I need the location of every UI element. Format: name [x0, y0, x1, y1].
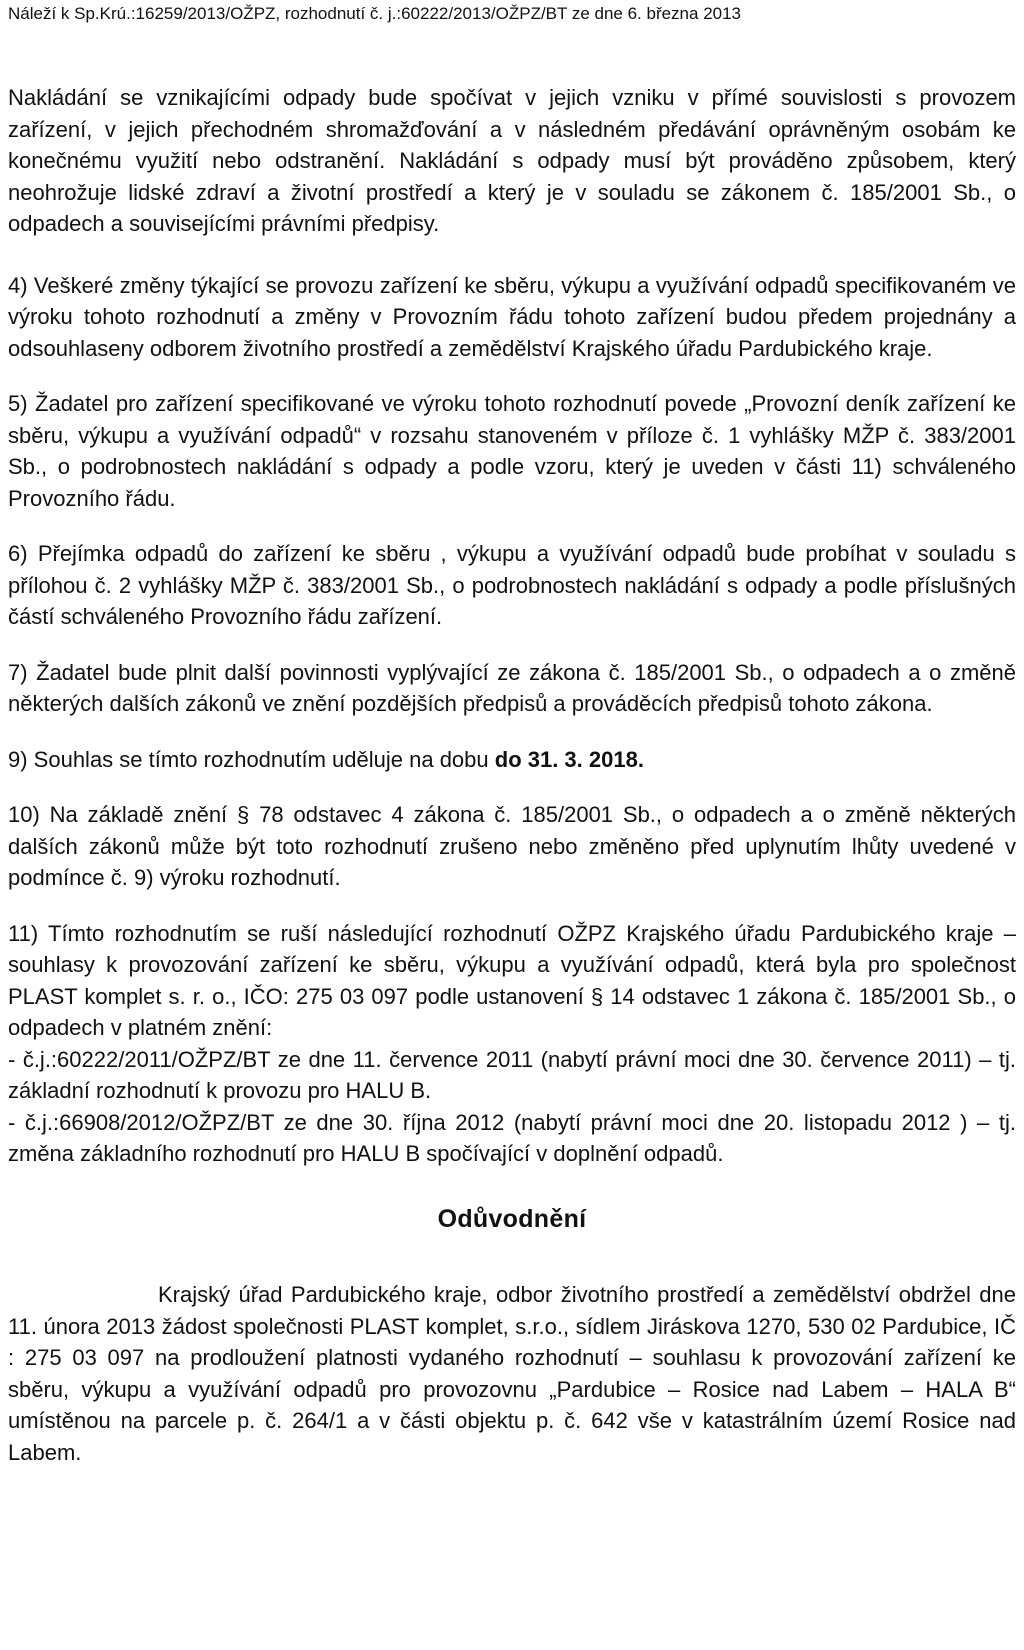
condition-9-text: 9) Souhlas se tímto rozhodnutím uděluje na dobu [8, 746, 495, 772]
document-reference-header: Náleží k Sp.Krú.:16259/2013/OŽPZ, rozhodnutí č. j.:60222/2013/OŽPZ/BT ze dne 6. března 2013 [8, 4, 742, 23]
condition-9 [8, 744, 1016, 776]
condition-5: 5) Žadatel pro zařízení specifikované ve výroku tohoto rozhodnutí povede „Provozní deník zařízení ke sběru, výkupu a využívání odpadů“ v rozsahu stanoveném v příloze č. 1 vyhlášky MŽP č. 383/2001 Sb., o podrobnostech nakládání s odpady a podle vzoru, který je uveden v části 11) schváleného Provozního řádu. [8, 391, 1016, 511]
paragraph-waste-handling: Nakládání se vznikajícími odpady bude spočívat v jejich vzniku v přímé souvislosti s provozem zařízení, v jejich přechodném shromažďování a v následném předávání oprávněným osobám ke konečnému využití nebo odstranění. Nakládání s odpady musí být prováděno způsobem, který neohrožuje lidské zdraví a životní prostředí a který je v souladu se zákonem č. 185/2001 Sb., o odpadech a souvisejícími právními předpisy. [8, 85, 1016, 236]
document-body [8, 82, 1016, 1468]
condition-10: 10) Na základě znění § 78 odstavec 4 zákona č. 185/2001 Sb., o odpadech a o změně některých dalších zákonů může být toto rozhodnutí zrušeno nebo změněno před uplynutím lhůty uvedené v podmínce č. 9) výroku rozhodnutí. [8, 802, 1016, 890]
condition-11: 11) Tímto rozhodnutím se ruší následující rozhodnutí OŽPZ Krajského úřadu Pardubického kraje – souhlasy k provozování zařízení ke sběru, výkupu a využívání odpadů, která byla pro společnost PLAST komplet s. r. o., IČO: 275 03 097 podle ustanovení § 14 odstavec 1 zákona č. 185/2001 Sb., o odpadech v platném znění: [8, 920, 1016, 1040]
paragraph-justification: Krajský úřad Pardubického kraje, odbor životního prostředí a zemědělství obdržel dne 11. února 2013 žádost společnosti PLAST komplet, s.r.o., sídlem Jiráskova 1270, 530 02 Pardubice, IČ : 275 03 097 na prodloužení platnosti vydaného rozhodnutí – souhlasu k provozování zařízení ke sběru, výkupu a využívání odpadů pro provozovnu „Pardubice – Rosice nad Labem – HALA B“ umístěnou na parcele p. č. 264/1 a v části objektu p. č. 642 vše v katastrálním území Rosice nad Labem. [8, 1282, 1016, 1465]
section-heading-justification: Odůvodnění [437, 1204, 587, 1233]
condition-6: 6) Přejímka odpadů do zařízení ke sběru , výkupu a využívání odpadů bude probíhat v souladu s přílohou č. 2 vyhlášky MŽP č. 383/2001 Sb., o podrobnostech nakládání s odpady a podle příslušných částí schváleného Provozního řádu zařízení. [8, 541, 1016, 629]
validity-date: do 31. 3. 2018. [494, 746, 644, 772]
condition-11-item-b: - č.j.:66908/2012/OŽPZ/BT ze dne 30. října 2012 (nabytí právní moci dne 20. listopadu 2012 ) – tj. změna základního rozhodnutí pro HALU B spočívající v doplnění odpadů. [8, 1109, 1016, 1166]
condition-7: 7) Žadatel bude plnit další povinnosti vyplývající ze zákona č. 185/2001 Sb., o odpadech a o změně některých dalších zákonů ve znění pozdějších předpisů a prováděcích předpisů tohoto zákona. [8, 659, 1016, 716]
condition-11-item-a: - č.j.:60222/2011/OŽPZ/BT ze dne 11. července 2011 (nabytí právní moci dne 30. července 2011) – tj. základní rozhodnutí k provozu pro HALU B. [8, 1046, 1016, 1103]
condition-4: 4) Veškeré změny týkající se provozu zařízení ke sběru, výkupu a využívání odpadů specifikovaném ve výroku tohoto rozhodnutí a změny v Provozním řádu tohoto zařízení budou předem projednány a odsouhlaseny odborem životního prostředí a zemědělství Krajského úřadu Pardubického kraje. [8, 272, 1016, 361]
